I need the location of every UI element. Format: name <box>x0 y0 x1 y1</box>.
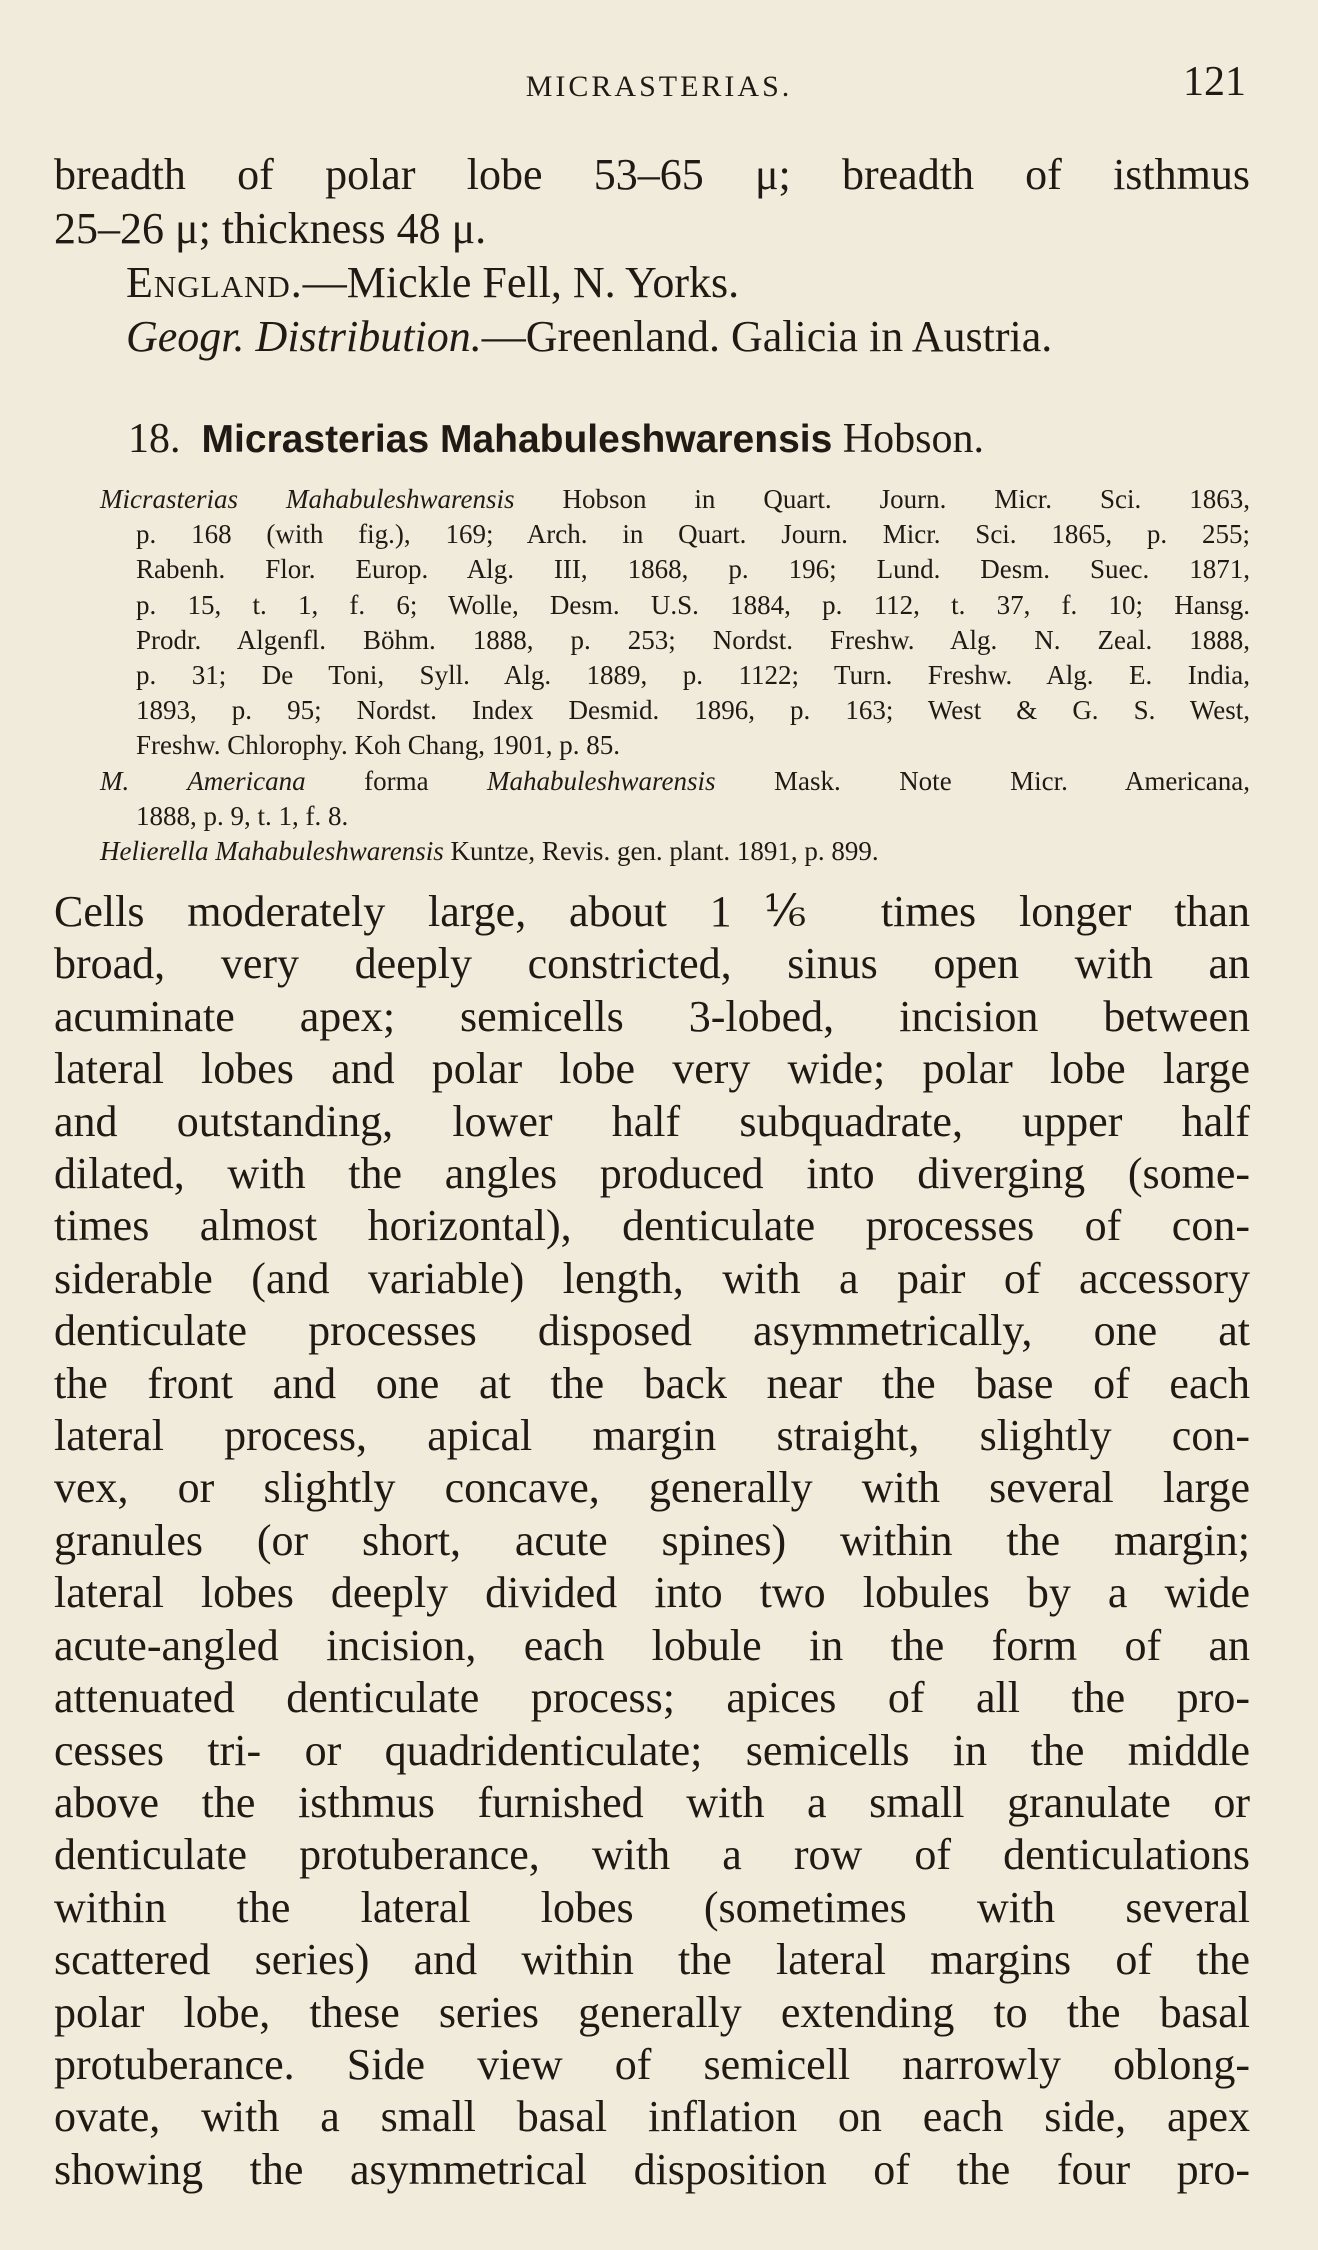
citation-text: p. 168 (with fig.), 169; Arch. in Quart. Journ. Micr. Sci. 1865, p. 255; <box>136 519 1250 550</box>
citation-text: Rabenh. Flor. Europ. Alg. III, 1868, p. 196; Lund. Desm. Suec. 1871, <box>136 554 1250 585</box>
description-line: protuberance. Side view of semicell narrowly oblong- <box>54 2039 1250 2089</box>
description-line: Cells moderately large, about 1⅙ times longer than <box>54 887 1250 936</box>
citation-text: Hobson in Quart. Journ. Micr. Sci. 1863, <box>514 484 1250 514</box>
description-line: cesses tri- or quadridenticulate; semicells in the middle <box>54 1725 1250 1775</box>
citation-text: p. 15, t. 1, f. 6; Wolle, Desm. U.S. 1884, p. 112, t. 37, f. 10; Hansg. <box>136 589 1250 620</box>
intro-line: breadth of polar lobe 53–65 μ; breadth of isthmus <box>54 150 1250 199</box>
species-number: 18. <box>128 416 181 462</box>
description-line: acute-angled incision, each lobule in the form of an <box>54 1620 1250 1670</box>
description-line: attenuated denticulate process; apices of all the pro- <box>54 1673 1250 1723</box>
synonymy-line <box>100 658 1250 693</box>
citation-text: forma <box>305 765 488 796</box>
description-line: within the lateral lobes (sometimes with several <box>54 1882 1250 1932</box>
description-line: denticulate processes disposed asymmetrically, one at <box>54 1306 1250 1356</box>
synonymy-line <box>100 728 1250 763</box>
description-line: ovate, with a small basal inflation on each side, apex <box>54 2092 1250 2142</box>
description-line: granules (or short, acute spines) within the margin; <box>54 1515 1250 1565</box>
synonymy-line <box>100 588 1250 623</box>
description-line: scattered series) and within the lateral margins of the <box>54 1935 1250 1985</box>
distribution-label: Geogr. Distribution. <box>126 312 482 361</box>
description-line: denticulate protuberance, with a row of denticulations <box>54 1830 1250 1880</box>
intro-paragraph <box>54 148 1250 364</box>
synonymy-line <box>100 693 1250 728</box>
description-line: dilated, with the angles produced into diverging (some- <box>54 1149 1250 1199</box>
running-title: MICRASTERIAS. <box>525 70 793 103</box>
description-line: and outstanding, lower half subquadrate, upper half <box>54 1096 1250 1146</box>
running-head <box>0 58 1318 118</box>
synonym-name: Micrasterias Mahabuleshwarensis <box>100 484 515 514</box>
description-line: lateral lobes and polar lobe very wide; polar lobe large <box>54 1044 1250 1094</box>
description-paragraph <box>54 886 1250 2196</box>
species-author: Hobson. <box>842 416 984 462</box>
species-name: Micrasterias Mahabuleshwarensis <box>201 418 833 461</box>
england-record <box>54 256 1250 310</box>
description-line: lateral lobes deeply divided into two lobules by a wide <box>54 1568 1250 1618</box>
synonymy-line <box>100 552 1250 587</box>
citation-text: 1888, p. 9, t. 1, f. 8. <box>136 800 349 831</box>
description-line: polar lobe, these series generally extending to the basal <box>54 1987 1250 2037</box>
page-number: 121 <box>1183 59 1246 105</box>
synonymy-list <box>100 482 1250 869</box>
intro-line: 25–26 μ; thickness 48 μ. <box>54 204 487 253</box>
citation-text: Kuntze, Revis. gen. plant. 1891, p. 899. <box>443 836 879 867</box>
synonym-name: Helierella Mahabuleshwarensis <box>100 836 444 867</box>
description-line: broad, very deeply constricted, sinus open with an <box>54 939 1250 989</box>
citation-text: Freshw. Chlorophy. Koh Chang, 1901, p. 85. <box>136 730 620 761</box>
citation-text: 1893, p. 95; Nordst. Index Desmid. 1896, p. 163; West & G. S. West, <box>136 695 1250 726</box>
synonymy-line <box>100 517 1250 552</box>
description-line: acuminate apex; semicells 3-lobed, incision between <box>54 991 1250 1041</box>
description-line: showing the asymmetrical disposition of the four pro- <box>54 2144 1250 2194</box>
species-heading <box>128 412 1208 467</box>
description-line: the front and one at the back near the base of each <box>54 1358 1250 1408</box>
description-line: above the isthmus furnished with a small granulate or <box>54 1777 1250 1827</box>
distribution-record <box>54 310 1250 364</box>
description-line: times almost horizontal), denticulate processes of con- <box>54 1201 1250 1251</box>
citation-text: p. 31; De Toni, Syll. Alg. 1889, p. 1122; Turn. Freshw. Alg. E. India, <box>136 660 1250 691</box>
distribution-text: —Greenland. Galicia in Austria. <box>481 312 1053 361</box>
synonymy-line <box>100 482 1250 517</box>
synonymy-line <box>100 764 1250 799</box>
synonym-name: Mahabuleshwarensis <box>487 765 716 796</box>
synonymy-line <box>100 799 1250 834</box>
synonymy-line <box>100 834 1250 869</box>
synonym-name: M. Americana <box>100 765 306 796</box>
citation-text: Prodr. Algenfl. Böhm. 1888, p. 253; Nordst. Freshw. Alg. N. Zeal. 1888, <box>136 624 1250 655</box>
synonymy-line <box>100 623 1250 658</box>
description-line: siderable (and variable) length, with a pair of accessory <box>54 1253 1250 1303</box>
description-line: lateral process, apical margin straight, slightly con- <box>54 1411 1250 1461</box>
description-line: vex, or slightly concave, generally with several large <box>54 1463 1250 1513</box>
citation-text: Mask. Note Micr. Americana, <box>715 765 1250 796</box>
england-label: England. <box>126 258 303 307</box>
england-text: —Mickle Fell, N. Yorks. <box>302 258 740 307</box>
